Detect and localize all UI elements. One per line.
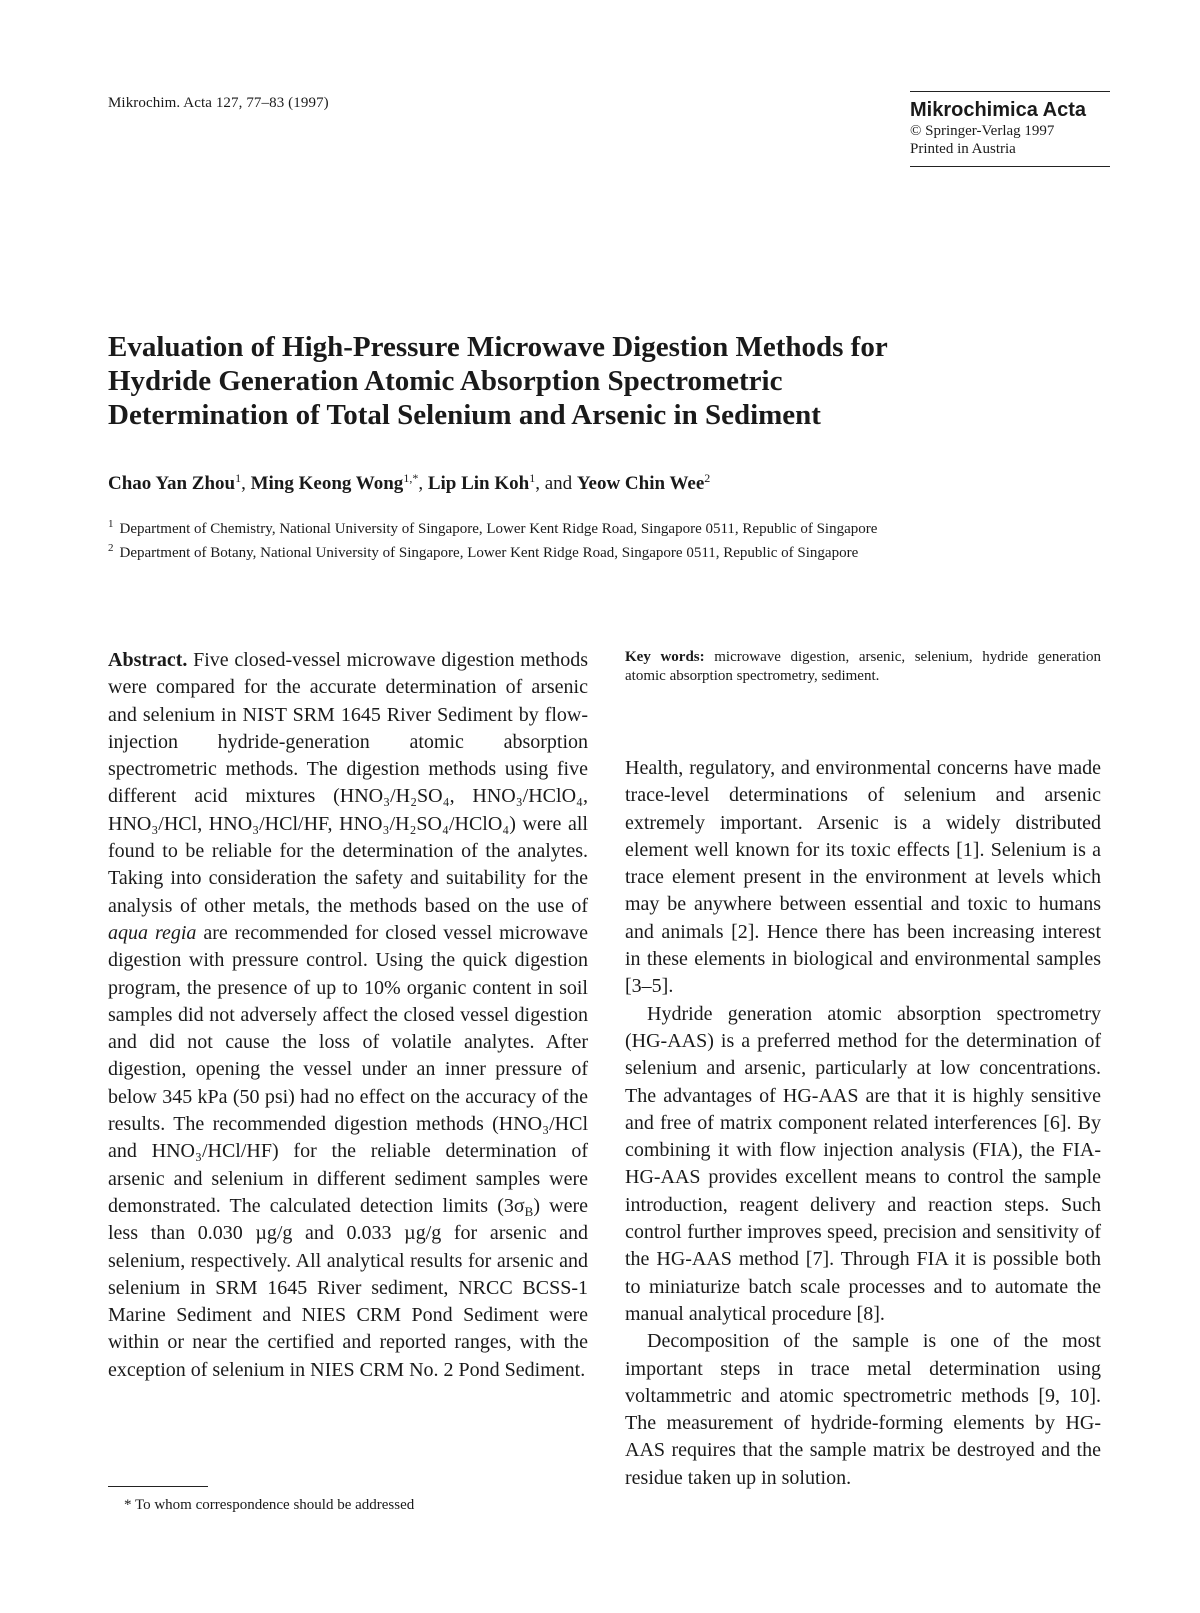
- author-list: Chao Yan Zhou$^1$, Ming Keong Wong$^{1,*}$, Lip Lin Koh$^1$, and Yeow Chin Wee$^2$: [108, 471, 711, 494]
- affiliation-text: Department of Chemistry, National University of Singapore, Lower Kent Ridge Road, Singapore 0511, Republic of Singapore: [119, 521, 878, 537]
- paper-title: [108, 330, 1068, 432]
- keywords-text: microwave digestion, arsenic, selenium, hydride generation atomic absorption spectrometry, sediment.: [625, 649, 1101, 684]
- detection-limit-symbol: 3σ: [503, 1194, 525, 1217]
- abstract-text: ) were less than 0.030 µg/g and 0.033 µg/g for arsenic and selenium, respectively. All analytical results for arsenic and selenium in SRM 1645 River sediment, NRCC BCSS-1 Marine Sediment and NIES CRM Pond Sediment were within or near the certified and reported ranges, with the exception of selenium in NIES CRM No. 2 Pond Sediment.: [108, 1194, 588, 1381]
- abstract-italic-term: aqua regia: [108, 921, 197, 944]
- body-paragraph: Health, regulatory, and environmental concerns have made trace-level determinations of selenium and arsenic extremely important. Arsenic is a widely distributed element well known for its toxic effects [1]. Selenium is a trace element present in the environment at levels which may be anywhere between essential and toxic to humans and animals [2]. Hence there has been increasing interest in these elements in biological and environmental samples [3–5].: [625, 757, 1101, 998]
- title-line: Hydride Generation Atomic Absorption Spectrometric: [108, 365, 783, 397]
- author-name: Yeow Chin Wee: [576, 473, 705, 494]
- journal-name: Mikrochimica Acta: [910, 99, 1086, 121]
- abstract-label: Abstract.: [108, 649, 188, 671]
- affiliation: [108, 541, 877, 565]
- journal-citation: Mikrochim. Acta 127, 77–83 (1997): [108, 95, 329, 111]
- keywords: [625, 648, 1101, 686]
- footnote-rule: [108, 1486, 208, 1487]
- author-name: Lip Lin Koh: [427, 473, 530, 494]
- abstract-text: ) were all found to be reliable for the determination of the analytes. Taking into consideration the safety and suitability for the analysis of other metals, the methods based on the use of: [108, 812, 588, 917]
- author-affiliation-mark: 1: [235, 471, 242, 485]
- abstract-text: Five closed-vessel microwave digestion methods were compared for the accurate determination of arsenic and selenium in NIST SRM 1645 River Sediment by flow-injection hydride-generation atomic absorption spectrometric methods. The digestion methods using five different acid mixtures (: [108, 649, 588, 808]
- affiliations: [108, 517, 877, 565]
- abstract-chemical-formula: HNO₃/H₂SO₄, HNO₃/HClO₄, HNO₃/HCl, HNO₃/HCl/HF, HNO₃/H₂SO₄/HClO₄: [108, 785, 588, 835]
- copyright-line: © Springer-Verlag 1997: [910, 123, 1055, 139]
- printed-line: Printed in Austria: [910, 141, 1016, 157]
- affiliation-number: 1: [108, 518, 114, 530]
- keywords-label: Key words:: [625, 649, 705, 665]
- abstract-column: [108, 647, 588, 1384]
- affiliation-text: Department of Botany, National University of Singapore, Lower Kent Ridge Road, Singapore 0511, Republic of Singapore: [119, 545, 859, 561]
- title-line: Evaluation of High-Pressure Microwave Digestion Methods for: [108, 331, 888, 363]
- abstract-text: are recommended for closed vessel microwave digestion with pressure control. Using the quick digestion program, the presence of up to 10% organic content in soil samples did not adversely affect the closed vessel digestion and did not cause the loss of volatile analytes. After digestion, opening the vessel under an inner pressure of below 345 kPa (50 psi) had no effect on the accuracy of the results. The recommended digestion methods (: [108, 921, 588, 1136]
- affiliation-number: 2: [108, 542, 114, 554]
- author-affiliation-mark: 1: [529, 471, 536, 485]
- abstract-text: ) for the reliable determination of arsenic and selenium in different sediment samples were demonstrated. The calculated detection limits (: [108, 1140, 588, 1217]
- affiliation: [108, 517, 877, 541]
- footnote: * To whom correspondence should be addressed: [124, 1497, 415, 1513]
- body-paragraph: Hydride generation atomic absorption spectrometry (HG-AAS) is a preferred method for the determination of selenium and arsenic, particularly at low concentrations. The advantages of HG-AAS are that it is highly sensitive and free of matrix component related interferences [6]. By combining it with flow injection analysis (FIA), the FIA-HG-AAS provides excellent means to control the sample introduction, reagent delivery and reaction steps. Such control further improves speed, precision and sensitivity of the HG-AAS method [7]. Through FIA it is possible both to miniaturize batch scale processes and to automate the manual analytical procedure [8].: [625, 1002, 1101, 1325]
- abstract: [108, 647, 588, 1384]
- body-column: [625, 755, 1101, 1492]
- abstract-chemical-formula: HNO₃/HCl and HNO₃/HCl/HF: [108, 1113, 588, 1163]
- body-paragraph: Decomposition of the sample is one of the most important steps in trace metal determination using voltammetric and atomic spectrometric methods [9, 10]. The measurement of hydride-forming elements by HG-AAS requires that the sample matrix be destroyed and the residue taken up in solution.: [625, 1330, 1101, 1489]
- author-affiliation-mark: 2: [704, 471, 711, 485]
- author-name: Ming Keong Wong: [250, 473, 404, 494]
- journal-box: [910, 91, 1110, 167]
- author-name: Chao Yan Zhou: [108, 473, 236, 494]
- author-conjunction: and: [544, 473, 573, 494]
- detection-limit-subscript: B: [524, 1203, 534, 1219]
- title-line: Determination of Total Selenium and Arsenic in Sediment: [108, 399, 821, 431]
- author-affiliation-mark: 1,*: [403, 471, 419, 485]
